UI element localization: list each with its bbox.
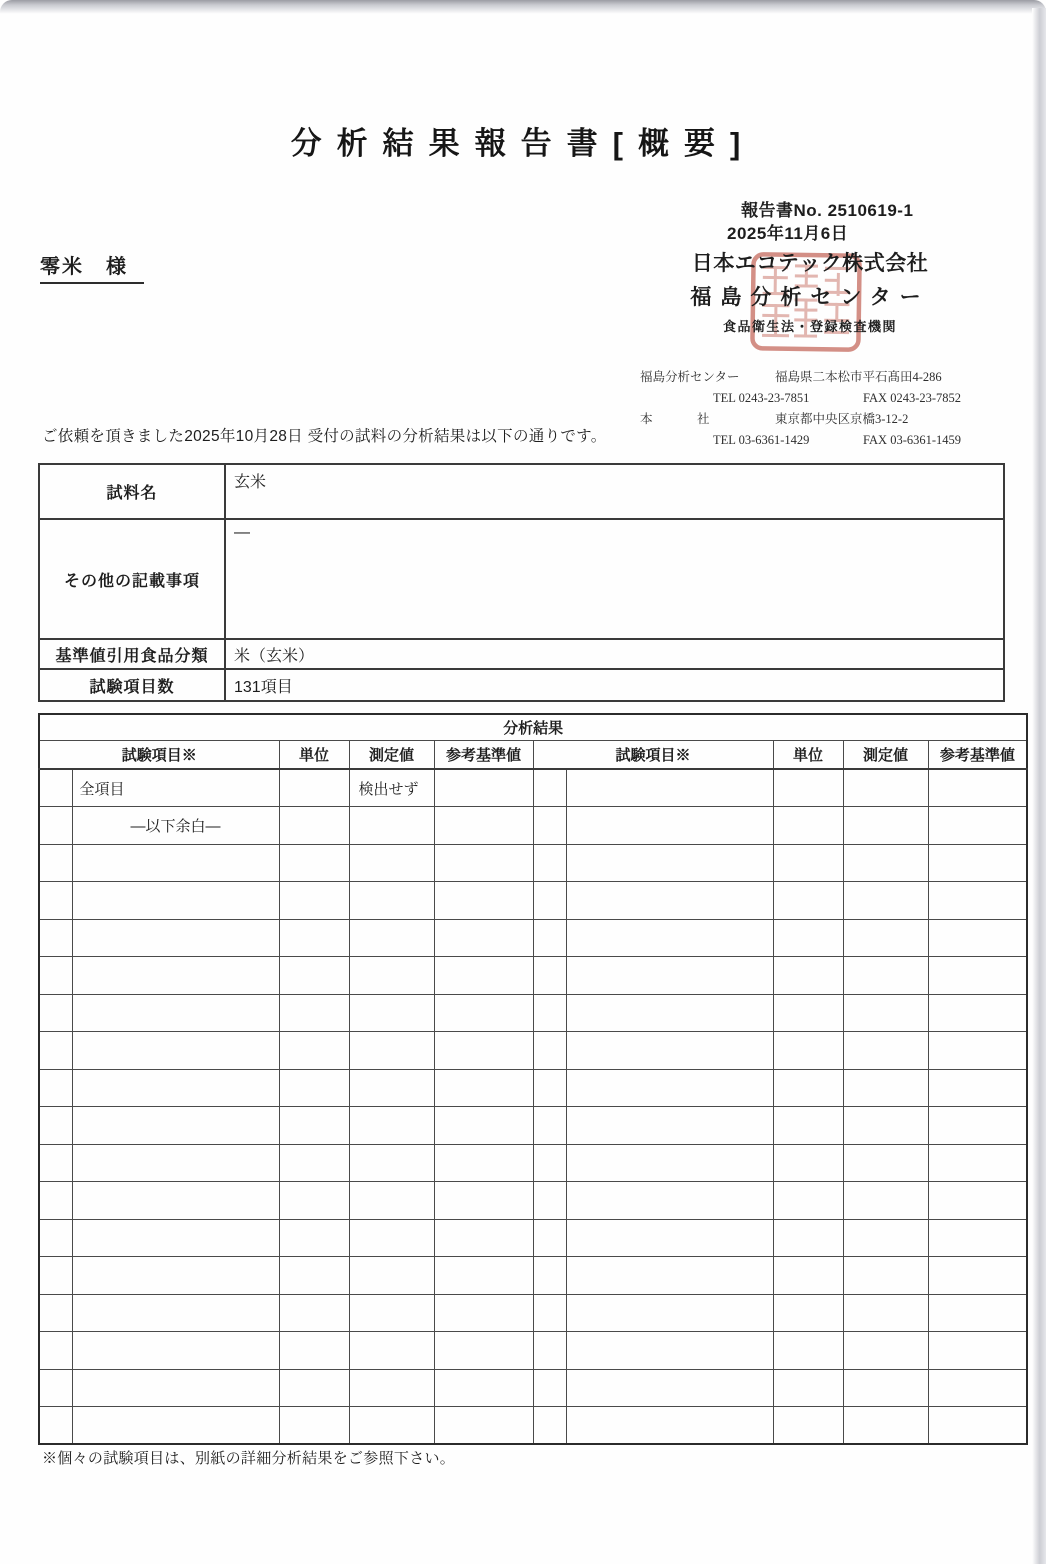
col-test-item-left: 試験項目※ <box>39 740 279 769</box>
col-measured-left: 測定値 <box>349 740 434 769</box>
test-item-count-label: 試験項目数 <box>39 669 225 701</box>
result-row <box>39 769 1027 807</box>
result-cell <box>279 882 349 920</box>
result-cell <box>434 1332 533 1370</box>
result-cell <box>533 1219 566 1257</box>
result-cell <box>773 882 843 920</box>
contact-center-address: 福島県二本松市平石髙田4-286 <box>775 370 942 384</box>
result-row <box>39 919 1027 957</box>
result-cell <box>843 1369 928 1407</box>
result-cell <box>39 1069 72 1107</box>
result-cell <box>349 807 434 845</box>
result-cell <box>773 1294 843 1332</box>
result-cell <box>928 1069 1027 1107</box>
result-cell <box>928 1219 1027 1257</box>
result-cell <box>843 1144 928 1182</box>
result-cell <box>279 957 349 995</box>
result-cell <box>39 919 72 957</box>
result-cell <box>279 1257 349 1295</box>
result-row <box>39 844 1027 882</box>
result-cell <box>279 844 349 882</box>
result-cell <box>566 844 773 882</box>
contact-hq-fax: FAX 03-6361-1459 <box>863 433 962 447</box>
result-cell <box>72 919 279 957</box>
result-cell <box>773 957 843 995</box>
result-cell <box>349 1369 434 1407</box>
sample-name-label: 試料名 <box>39 464 225 519</box>
result-cell <box>928 1032 1027 1070</box>
sample-info-table <box>38 463 1005 702</box>
result-cell <box>928 1257 1027 1295</box>
footnote-text: ※個々の試験項目は、別紙の詳細分析結果をご参照下さい。 <box>42 1450 456 1467</box>
result-cell <box>39 1107 72 1145</box>
result-cell <box>72 994 279 1032</box>
report-date: 2025年11月6日 <box>727 224 849 243</box>
contact-line-center <box>640 367 1000 388</box>
contact-line-hq <box>640 409 1000 430</box>
result-cell <box>928 807 1027 845</box>
result-cell <box>349 994 434 1032</box>
result-cell <box>72 882 279 920</box>
result-cell <box>566 957 773 995</box>
result-cell <box>843 994 928 1032</box>
analysis-results-table <box>38 713 1028 1445</box>
result-row <box>39 1369 1027 1407</box>
result-cell: —以下余白— <box>72 807 279 845</box>
result-cell <box>72 1407 279 1445</box>
result-row <box>39 882 1027 920</box>
result-cell <box>434 1294 533 1332</box>
result-cell <box>566 1107 773 1145</box>
result-cell <box>928 919 1027 957</box>
result-cell <box>72 1182 279 1220</box>
result-cell <box>434 1144 533 1182</box>
result-cell <box>434 1369 533 1407</box>
col-unit-left: 単位 <box>279 740 349 769</box>
other-notes-row <box>39 519 1004 639</box>
result-cell <box>533 1182 566 1220</box>
result-cell <box>434 1107 533 1145</box>
contact-block <box>640 367 1000 451</box>
result-cell <box>566 1219 773 1257</box>
result-cell <box>39 769 72 807</box>
result-cell <box>928 1294 1027 1332</box>
result-cell <box>566 1069 773 1107</box>
analysis-center-name: 福島分析センター <box>690 286 930 309</box>
result-cell <box>533 769 566 807</box>
result-cell <box>773 1407 843 1445</box>
result-cell <box>773 1257 843 1295</box>
result-row <box>39 1257 1027 1295</box>
other-notes-value: — <box>225 519 1004 639</box>
result-cell <box>773 1332 843 1370</box>
result-cell <box>773 1182 843 1220</box>
result-cell <box>928 882 1027 920</box>
result-cell: 検出せず <box>349 769 434 807</box>
result-cell <box>279 1407 349 1445</box>
result-cell <box>349 882 434 920</box>
result-cell <box>279 994 349 1032</box>
result-cell <box>39 1294 72 1332</box>
col-reference-right: 参考基準値 <box>928 740 1027 769</box>
result-cell <box>349 1407 434 1445</box>
col-test-item-right: 試験項目※ <box>533 740 773 769</box>
result-cell <box>39 807 72 845</box>
result-cell <box>773 1107 843 1145</box>
result-cell <box>72 1069 279 1107</box>
result-row <box>39 807 1027 845</box>
result-cell <box>843 957 928 995</box>
result-cell <box>279 1369 349 1407</box>
result-cell <box>39 1257 72 1295</box>
result-row <box>39 957 1027 995</box>
result-cell <box>843 1069 928 1107</box>
contact-line-hq-tel <box>640 430 1000 451</box>
result-cell <box>773 1032 843 1070</box>
result-cell: 全項目 <box>72 769 279 807</box>
result-cell <box>566 1182 773 1220</box>
result-cell <box>279 1219 349 1257</box>
result-cell <box>533 1407 566 1445</box>
result-cell <box>533 1257 566 1295</box>
result-cell <box>39 1219 72 1257</box>
result-cell <box>349 1182 434 1220</box>
result-cell <box>533 1032 566 1070</box>
result-cell <box>349 919 434 957</box>
result-cell <box>39 994 72 1032</box>
contact-center-label: 福島分析センター <box>640 370 740 384</box>
results-body <box>39 769 1027 1444</box>
result-cell <box>533 1294 566 1332</box>
food-category-value: 米（玄米） <box>225 639 1004 669</box>
result-cell <box>39 1144 72 1182</box>
report-number: 報告書No. 2510619-1 <box>741 201 914 220</box>
result-cell <box>72 1219 279 1257</box>
result-cell <box>533 1107 566 1145</box>
result-cell <box>434 1069 533 1107</box>
results-title-row <box>39 714 1027 740</box>
result-row <box>39 1069 1027 1107</box>
result-row <box>39 1219 1027 1257</box>
result-row <box>39 1144 1027 1182</box>
result-cell <box>72 1294 279 1332</box>
result-cell <box>566 994 773 1032</box>
food-category-row <box>39 639 1004 669</box>
result-cell <box>566 919 773 957</box>
result-cell <box>928 1332 1027 1370</box>
result-cell <box>349 1294 434 1332</box>
result-cell <box>434 1257 533 1295</box>
result-cell <box>566 769 773 807</box>
result-cell <box>773 1069 843 1107</box>
result-row <box>39 1182 1027 1220</box>
result-cell <box>279 769 349 807</box>
result-cell <box>566 1407 773 1445</box>
result-cell <box>349 1332 434 1370</box>
result-cell <box>533 919 566 957</box>
result-cell <box>533 807 566 845</box>
result-cell <box>566 882 773 920</box>
result-row <box>39 1407 1027 1445</box>
result-cell <box>843 1407 928 1445</box>
result-cell <box>349 1069 434 1107</box>
result-cell <box>928 1369 1027 1407</box>
result-cell <box>773 919 843 957</box>
sample-name-value: 玄米 <box>225 464 1004 519</box>
result-cell <box>39 957 72 995</box>
result-cell <box>843 1107 928 1145</box>
col-measured-right: 測定値 <box>843 740 928 769</box>
result-cell <box>39 844 72 882</box>
result-cell <box>533 1369 566 1407</box>
result-cell <box>533 882 566 920</box>
company-block <box>660 247 960 335</box>
result-cell <box>566 1257 773 1295</box>
result-cell <box>928 957 1027 995</box>
result-cell <box>928 1182 1027 1220</box>
result-cell <box>39 1332 72 1370</box>
result-cell <box>39 1182 72 1220</box>
scan-edge-top <box>0 0 1046 14</box>
addressee-name: 零米 様 <box>40 250 144 284</box>
result-cell <box>349 1257 434 1295</box>
result-row <box>39 1107 1027 1145</box>
result-cell <box>773 807 843 845</box>
result-cell <box>434 1407 533 1445</box>
result-cell <box>279 919 349 957</box>
result-cell <box>843 1294 928 1332</box>
result-cell <box>928 1107 1027 1145</box>
company-name: 日本エコテック株式会社 <box>691 252 929 275</box>
result-cell <box>928 769 1027 807</box>
test-item-count-row <box>39 669 1004 701</box>
test-item-count-value: 131項目 <box>225 669 1004 701</box>
result-cell <box>349 1032 434 1070</box>
result-cell <box>533 994 566 1032</box>
result-cell <box>349 1219 434 1257</box>
contact-hq-label-a: 本 <box>640 412 653 426</box>
contact-line-center-tel <box>640 388 1000 409</box>
result-cell <box>39 882 72 920</box>
result-cell <box>533 1069 566 1107</box>
result-cell <box>279 1107 349 1145</box>
result-cell <box>843 1257 928 1295</box>
result-cell <box>434 1032 533 1070</box>
result-cell <box>843 882 928 920</box>
result-cell <box>434 994 533 1032</box>
result-cell <box>843 807 928 845</box>
sample-name-row <box>39 464 1004 519</box>
result-cell <box>279 1294 349 1332</box>
result-cell <box>533 1332 566 1370</box>
result-cell <box>434 769 533 807</box>
result-cell <box>349 844 434 882</box>
result-cell <box>533 957 566 995</box>
result-cell <box>566 1294 773 1332</box>
page-title: 分析結果報告書[概要] <box>290 126 756 161</box>
result-cell <box>349 1144 434 1182</box>
result-cell <box>566 1032 773 1070</box>
result-cell <box>349 957 434 995</box>
result-cell <box>72 1332 279 1370</box>
result-row <box>39 1032 1027 1070</box>
result-cell <box>843 1332 928 1370</box>
result-cell <box>279 1032 349 1070</box>
results-header-row <box>39 740 1027 769</box>
result-cell <box>279 1144 349 1182</box>
company-accreditation: 食品衛生法・登録検査機関 <box>722 319 897 334</box>
results-title: 分析結果 <box>39 714 1027 740</box>
col-reference-left: 参考基準値 <box>434 740 533 769</box>
result-row <box>39 1332 1027 1370</box>
result-cell <box>928 1144 1027 1182</box>
result-cell <box>434 807 533 845</box>
scan-edge-right <box>1032 8 1046 1564</box>
other-notes-label: その他の記載事項 <box>39 519 225 639</box>
result-cell <box>279 1182 349 1220</box>
result-cell <box>843 844 928 882</box>
result-cell <box>566 807 773 845</box>
result-cell <box>39 1407 72 1445</box>
contact-hq-tel: TEL 03-6361-1429 <box>713 433 810 447</box>
result-cell <box>39 1369 72 1407</box>
result-cell <box>773 769 843 807</box>
result-cell <box>72 1369 279 1407</box>
col-unit-right: 単位 <box>773 740 843 769</box>
result-cell <box>72 1107 279 1145</box>
result-cell <box>773 1369 843 1407</box>
result-cell <box>843 1032 928 1070</box>
result-cell <box>279 807 349 845</box>
result-cell <box>533 844 566 882</box>
result-cell <box>72 844 279 882</box>
result-cell <box>843 1182 928 1220</box>
result-cell <box>843 769 928 807</box>
result-row <box>39 994 1027 1032</box>
result-cell <box>928 1407 1027 1445</box>
result-cell <box>434 957 533 995</box>
result-row <box>39 1294 1027 1332</box>
result-cell <box>773 1219 843 1257</box>
food-category-label: 基準値引用食品分類 <box>39 639 225 669</box>
result-cell <box>39 1032 72 1070</box>
result-cell <box>434 1182 533 1220</box>
result-cell <box>72 1144 279 1182</box>
result-cell <box>773 1144 843 1182</box>
result-cell <box>434 882 533 920</box>
result-cell <box>566 1144 773 1182</box>
result-cell <box>843 1219 928 1257</box>
result-cell <box>434 1219 533 1257</box>
contact-center-tel: TEL 0243-23-7851 <box>713 391 810 405</box>
result-cell <box>72 957 279 995</box>
contact-hq-label-b: 社 <box>697 412 710 426</box>
result-cell <box>349 1107 434 1145</box>
result-cell <box>72 1032 279 1070</box>
result-cell <box>566 1369 773 1407</box>
intro-text: ご依頼を頂きました2025年10月28日 受付の試料の分析結果は以下の通りです。 <box>42 428 607 445</box>
result-cell <box>434 844 533 882</box>
result-cell <box>928 994 1027 1032</box>
contact-center-fax: FAX 0243-23-7852 <box>863 391 962 405</box>
result-cell <box>773 994 843 1032</box>
result-cell <box>434 919 533 957</box>
result-cell <box>279 1069 349 1107</box>
result-cell <box>773 844 843 882</box>
result-cell <box>72 1257 279 1295</box>
result-cell <box>279 1332 349 1370</box>
contact-hq-address: 東京都中央区京橋3-12-2 <box>775 412 909 426</box>
result-cell <box>928 844 1027 882</box>
result-cell <box>843 919 928 957</box>
result-cell <box>533 1144 566 1182</box>
result-cell <box>566 1332 773 1370</box>
